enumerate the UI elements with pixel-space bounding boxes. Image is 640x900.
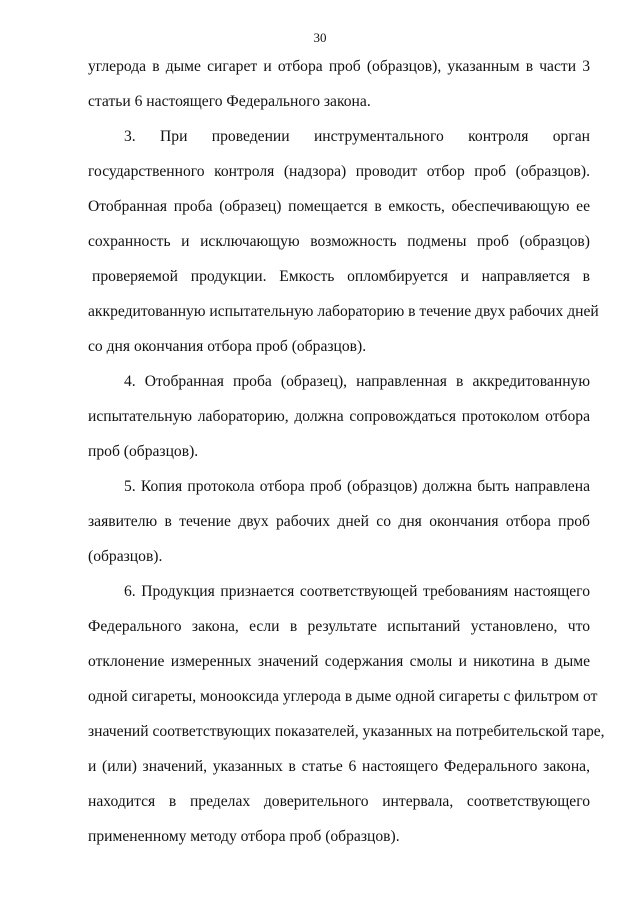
text-line: Отобранная проба (образец) помещается в емкость, обеспечивающую ее	[88, 198, 590, 215]
text-line: проверяемой продукции. Емкость опломбируется и направляется в	[92, 268, 590, 285]
text-line: заявителю в течение двух рабочих дней со дня окончания отбора проб	[88, 513, 590, 530]
text-line: примененному методу отбора проб (образцов).	[88, 828, 400, 845]
text-line: находится в пределах доверительного интервала, соответствующего	[88, 793, 590, 810]
text-line: Федерального закона, если в результате испытаний установлено, что	[88, 618, 590, 635]
text-line: испытательную лабораторию, должна сопровождаться протоколом отбора	[88, 408, 590, 425]
page-number: 30	[313, 30, 327, 45]
text-line: и (или) значений, указанных в статье 6 настоящего Федерального закона,	[88, 758, 590, 775]
text-line: аккредитованную испытательную лабораторию в течение двух рабочих дней	[88, 303, 599, 320]
text-line: одной сигареты, монооксида углерода в дыме одной сигареты с фильтром от	[88, 688, 598, 705]
text-line: со дня окончания отбора проб (образцов).	[88, 338, 367, 355]
text-line: 6. Продукция признается соответствующей требованиям настоящего	[124, 583, 590, 600]
text-line: статьи 6 настоящего Федерального закона.	[88, 93, 371, 110]
text-line: углерода в дыме сигарет и отбора проб (образцов), указанным в части 3	[88, 58, 590, 75]
text-line: значений соответствующих показателей, указанных на потребительской таре,	[88, 723, 605, 740]
text-line: 3. При проведении инструментального контроля орган	[124, 128, 590, 145]
text-line: (образцов).	[88, 548, 163, 565]
text-line: сохранность и исключающую возможность подмены проб (образцов)	[88, 233, 590, 250]
text-line: государственного контроля (надзора) проводит отбор проб (образцов).	[88, 163, 590, 180]
text-line: 4. Отобранная проба (образец), направленная в аккредитованную	[124, 373, 590, 390]
text-line: 5. Копия протокола отбора проб (образцов) должна быть направлена	[124, 478, 590, 495]
text-line: отклонение измеренных значений содержания смолы и никотина в дыме	[88, 653, 590, 670]
text-line: проб (образцов).	[88, 443, 199, 460]
